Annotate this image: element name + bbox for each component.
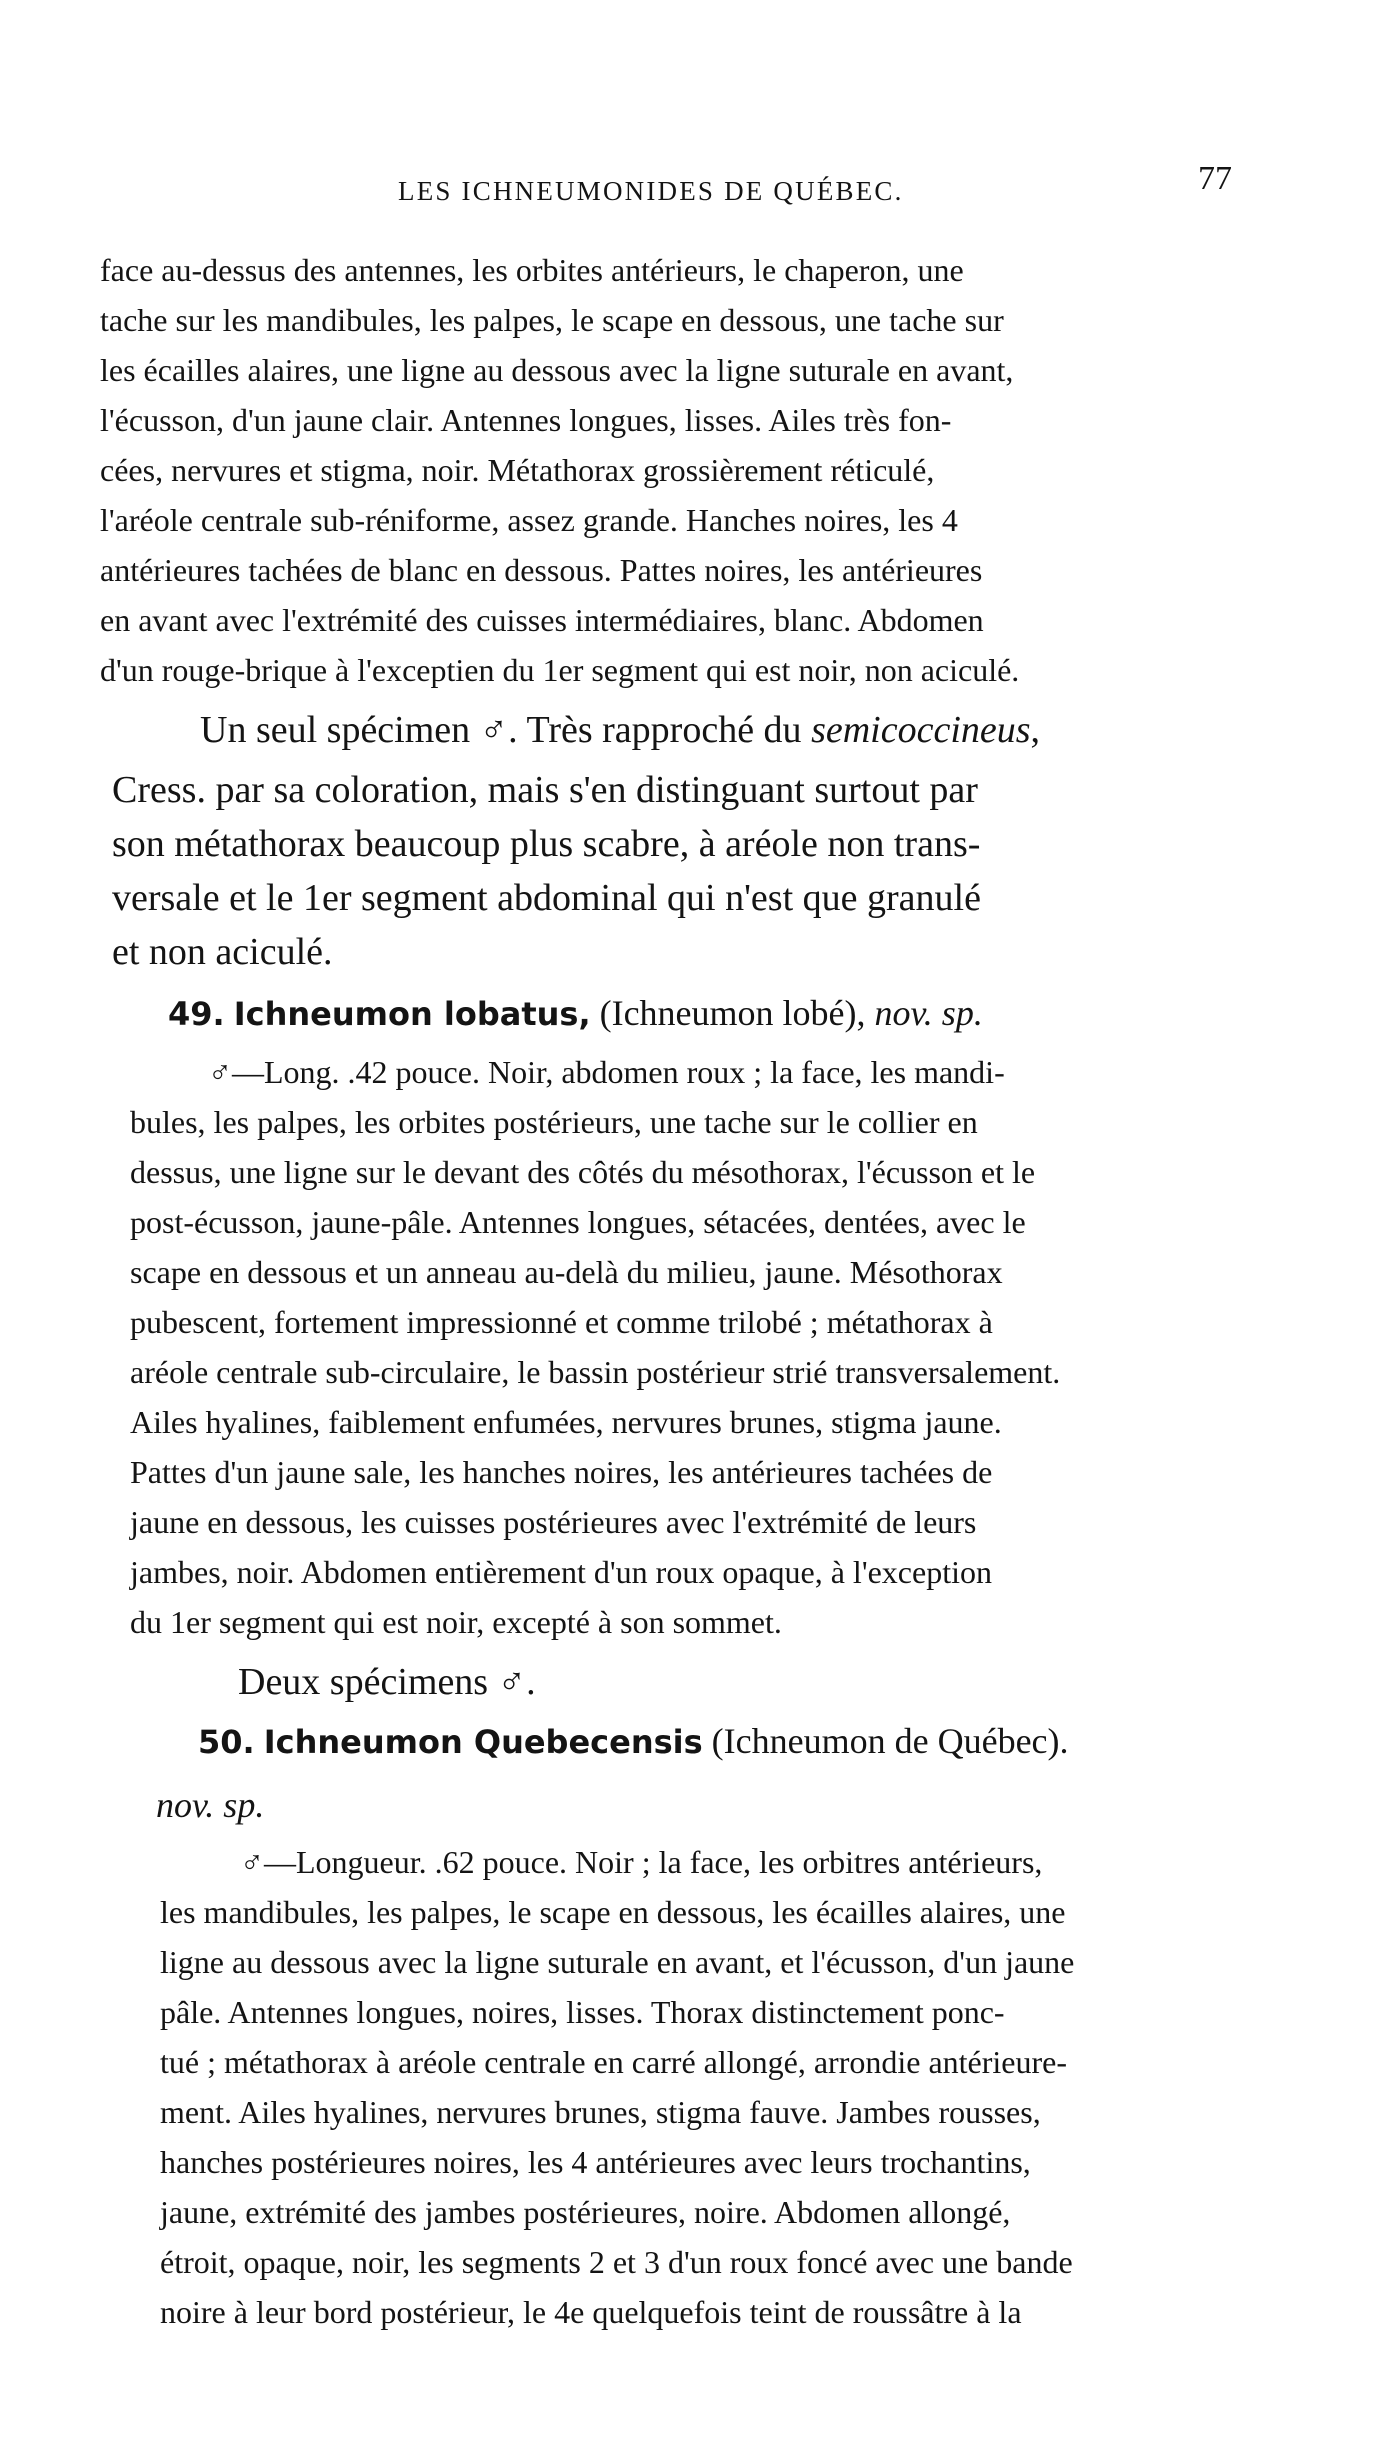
- page-number: 77: [1198, 160, 1232, 197]
- text-line: en avant avec l'extrémité des cuisses intermédiaires, blanc. Abdomen: [100, 602, 984, 638]
- text-line: cées, nervures et stigma, noir. Métathorax grossièrement réticulé,: [100, 452, 935, 488]
- text-line: l'écusson, d'un jaune clair. Antennes longues, lisses. Ailes très fon-: [100, 402, 952, 438]
- species-status: nov. sp.: [874, 993, 983, 1033]
- species-heading: [168, 992, 983, 1034]
- text-line: tache sur les mandibules, les palpes, le scape en dessous, une tache sur: [100, 302, 1004, 338]
- text-line: tué ; métathorax à aréole centrale en carré allongé, arrondie antérieure-: [160, 2044, 1068, 2080]
- species-common-name: (Ichneumon de Québec).: [711, 1721, 1069, 1761]
- text-line: jambes, noir. Abdomen entièrement d'un roux opaque, à l'exception: [130, 1554, 992, 1590]
- text-line: Pattes d'un jaune sale, les hanches noires, les antérieures tachées de: [130, 1454, 993, 1490]
- text-line: dessus, une ligne sur le devant des côtés du mésothorax, l'écusson et le: [130, 1154, 1036, 1190]
- text-line: bules, les palpes, les orbites postérieurs, une tache sur le collier en: [130, 1104, 978, 1140]
- text-line: noire à leur bord postérieur, le 4e quelquefois teint de roussâtre à la: [160, 2294, 1022, 2330]
- species-name: Ichneumon lobatus,: [233, 995, 591, 1033]
- text-line: Ailes hyalines, faiblement enfumées, nervures brunes, stigma jaune.: [130, 1404, 1002, 1440]
- text-line: d'un rouge-brique à l'exceptien du 1er segment qui est noir, non aciculé.: [100, 652, 1020, 688]
- text-line: les mandibules, les palpes, le scape en dessous, les écailles alaires, une: [160, 1894, 1066, 1930]
- species-reference: semicoccineus: [811, 709, 1031, 751]
- remark-line: et non aciculé.: [112, 931, 333, 973]
- text-line: pubescent, fortement impressionné et comme trilobé ; métathorax à: [130, 1304, 993, 1340]
- text-line: l'aréole centrale sub-réniforme, assez grande. Hanches noires, les 4: [100, 502, 958, 538]
- species-status: nov. sp.: [156, 1785, 265, 1825]
- remark-line: versale et le 1er segment abdominal qui n'est que granulé: [112, 877, 981, 919]
- text-line: les écailles alaires, une ligne au dessous avec la ligne suturale en avant,: [100, 352, 1014, 388]
- remark-line: Un seul spécimen ♂. Très rapproché du semicoccineus,: [200, 709, 1041, 751]
- text-line: ♂—Longueur. .62 pouce. Noir ; la face, les orbitres antérieurs,: [240, 1844, 1043, 1880]
- text-line: face au-dessus des antennes, les orbites antérieurs, le chaperon, une: [100, 252, 964, 288]
- species-heading: [198, 1720, 1069, 1762]
- remark-line: son métathorax beaucoup plus scabre, à aréole non trans-: [112, 823, 981, 865]
- text-line: scape en dessous et un anneau au-delà du milieu, jaune. Mésothorax: [130, 1254, 1003, 1290]
- text-line: étroit, opaque, noir, les segments 2 et 3 d'un roux foncé avec une bande: [160, 2244, 1073, 2280]
- remark-line: Deux spécimens ♂.: [238, 1661, 536, 1703]
- text-line: aréole centrale sub-circulaire, le bassin postérieur strié transversalement.: [130, 1354, 1061, 1390]
- text-line: hanches postérieures noires, les 4 antérieures avec leurs trochantins,: [160, 2144, 1031, 2180]
- text-line: du 1er segment qui est noir, excepté à son sommet.: [130, 1604, 782, 1640]
- text-line: ligne au dessous avec la ligne suturale en avant, et l'écusson, d'un jaune: [160, 1944, 1075, 1980]
- species-name: Ichneumon Quebecensis: [263, 1723, 703, 1761]
- text-line: pâle. Antennes longues, noires, lisses. Thorax distinctement ponc-: [160, 1994, 1005, 2030]
- running-title: LES ICHNEUMONIDES DE QUÉBEC.: [398, 176, 904, 206]
- text-line: ment. Ailes hyalines, nervures brunes, stigma fauve. Jambes rousses,: [160, 2094, 1041, 2130]
- text-line: jaune en dessous, les cuisses postérieures avec l'extrémité de leurs: [130, 1504, 977, 1540]
- text-line: antérieures tachées de blanc en dessous. Pattes noires, les antérieures: [100, 552, 983, 588]
- text-line: jaune, extrémité des jambes postérieures, noire. Abdomen allongé,: [160, 2194, 1011, 2230]
- text-line: post-écusson, jaune-pâle. Antennes longues, sétacées, dentées, avec le: [130, 1204, 1026, 1240]
- species-number: 50.: [198, 1723, 255, 1761]
- species-number: 49.: [168, 995, 225, 1033]
- text-line: ♂—Long. .42 pouce. Noir, abdomen roux ; la face, les mandi-: [208, 1054, 1005, 1090]
- species-common-name: (Ichneumon lobé),: [599, 993, 866, 1033]
- remark-line: Cress. par sa coloration, mais s'en distinguant surtout par: [112, 769, 978, 811]
